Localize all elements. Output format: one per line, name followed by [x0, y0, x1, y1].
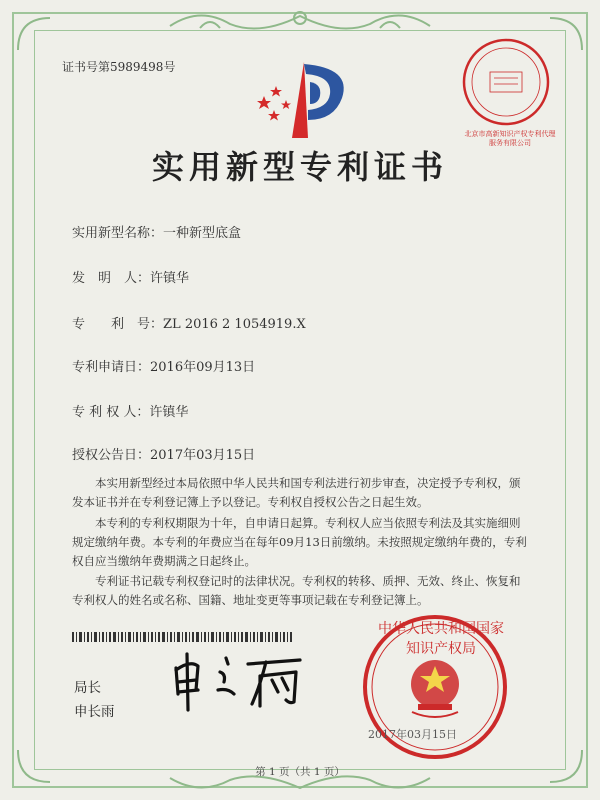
- field-label: 实用新型名称：: [72, 226, 164, 241]
- field-value: 许镇华: [150, 271, 190, 286]
- field-label: 专 利 号：: [72, 317, 164, 332]
- field-value: 许镇华: [149, 405, 189, 420]
- field-label: 发 明 人：: [72, 271, 151, 286]
- certificate-number: 证书号第5989498号: [62, 60, 176, 74]
- field-grant-date: [72, 444, 255, 463]
- field-utility-name: [72, 222, 241, 241]
- agency-seal-text: 北京市高新知识产权专利代理服务有限公司: [464, 130, 556, 147]
- director-name: 申长雨: [74, 704, 115, 720]
- field-value: 2017年03月15日: [150, 448, 256, 463]
- corner-ornament-icon: [546, 14, 586, 54]
- field-label: 专 利 权 人：: [72, 405, 150, 420]
- seal-text: 中华人民共和国国家知识产权局: [378, 621, 504, 657]
- field-label: 专利申请日：: [72, 360, 151, 375]
- patent-office-logo-icon: [252, 58, 352, 148]
- paragraph-legal-status: 专利证书记载专利权登记时的法律状况。专利权的转移、质押、无效、终止、恢复和专利权人的姓名或名称、国籍、地址变更等事项记载在专利登记簿上。: [72, 574, 521, 607]
- paragraph-grant: 本实用新型经过本局依照中华人民共和国专利法进行初步审查，决定授予专利权，颁发本证书并在专利登记簿上予以登记。专利权自授权公告之日起生效。: [72, 476, 521, 509]
- field-patent-number: [72, 313, 306, 332]
- field-value: ZL 2016 2 1054919.X: [163, 317, 306, 332]
- field-label: 授权公告日：: [72, 448, 151, 463]
- barcode-icon: [72, 632, 292, 642]
- seal-date: 2017年03月15日: [368, 728, 457, 741]
- top-ornament-icon: [160, 6, 440, 36]
- field-inventor: [72, 267, 189, 286]
- corner-ornament-icon: [14, 14, 54, 54]
- field-value: 2016年09月13日: [150, 360, 256, 375]
- field-value: 一种新型底盒: [163, 226, 242, 241]
- director-signature-icon: [168, 646, 308, 716]
- director-title: 局长: [74, 680, 101, 696]
- page-number: 第 1 页（共 1 页）: [255, 766, 345, 778]
- field-patentee: [72, 401, 188, 420]
- agency-seal-icon: [460, 36, 552, 128]
- field-application-date: [72, 356, 255, 375]
- paragraph-term: 本专利的专利权期限为十年，自申请日起算。专利权人应当依照专利法及其实施细则规定缴纳年费。本专利的年费应当在每年09月13日前缴纳。未按照规定缴纳年费的，专利权自应当缴纳年费期满之日起终止。: [72, 516, 527, 568]
- page-title: 实用新型专利证书: [151, 148, 448, 186]
